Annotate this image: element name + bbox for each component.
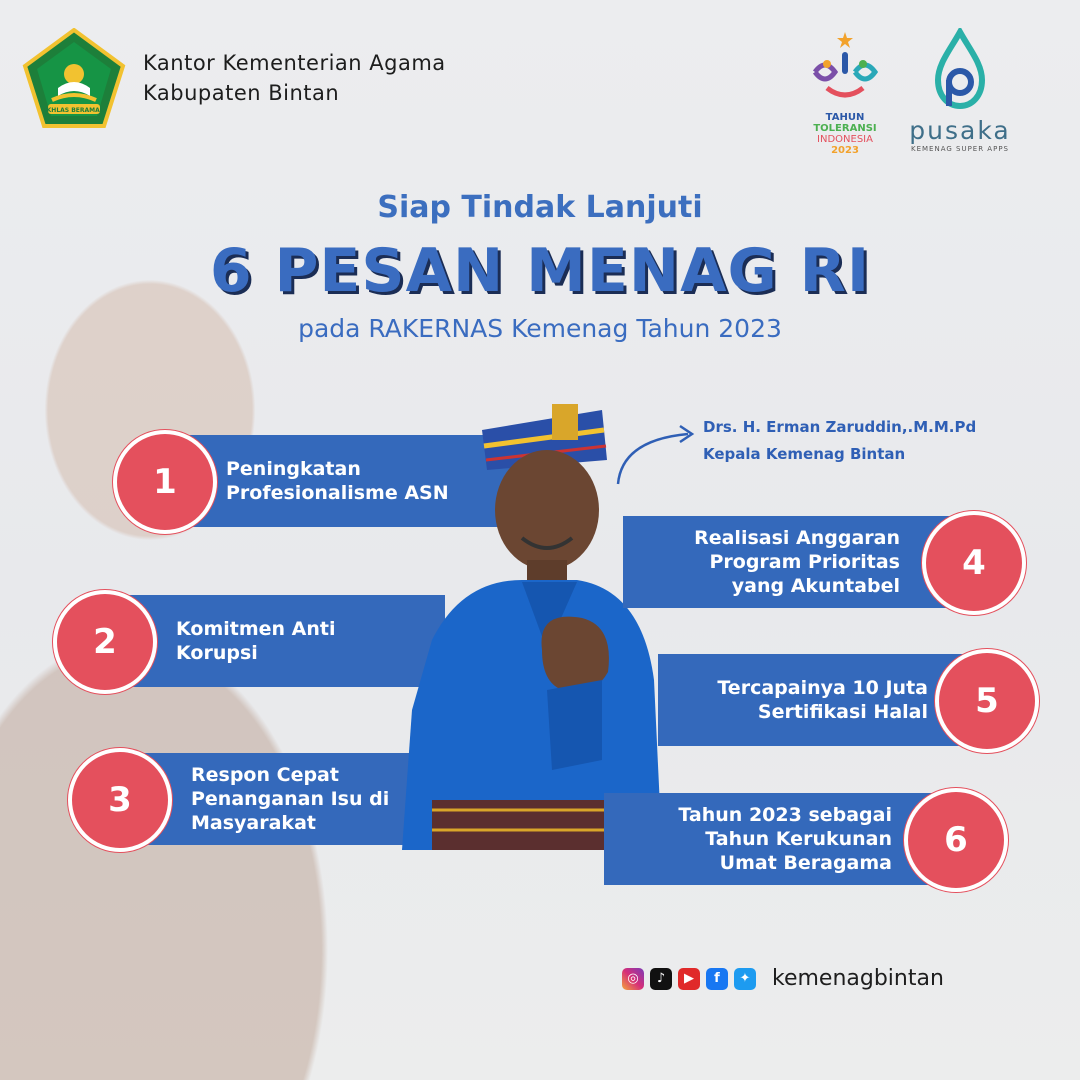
person-caption — [703, 414, 976, 468]
headline: 6 PESAN MENAG RI — [209, 236, 871, 306]
message-number-4: 4 — [922, 511, 1026, 615]
message-number-2: 2 — [53, 590, 157, 694]
tiktok-icon[interactable]: ♪ — [650, 968, 672, 990]
social-links — [622, 966, 944, 991]
message-number-6: 6 — [904, 788, 1008, 892]
message-number-3: 3 — [68, 748, 172, 852]
social-handle[interactable]: kemenagbintan — [772, 966, 944, 991]
curved-arrow-icon — [608, 420, 708, 490]
title-kicker: Siap Tindak Lanjuti — [377, 190, 703, 225]
pusaka-drop-icon — [930, 28, 990, 110]
message-bar-2: Komitmen Anti Korupsi — [100, 595, 445, 687]
message-bar-4: Realisasi Anggaran Program Prioritas yang Akuntabel — [623, 516, 968, 608]
message-bar-1: Peningkatan Profesionalisme ASN — [160, 435, 515, 527]
youtube-icon[interactable]: ▶ — [678, 968, 700, 990]
tahun-toleransi-logo: TAHUN TOLERANSI INDONESIA 2023 — [800, 28, 890, 158]
message-bar-6: Tahun 2023 sebagai Tahun Kerukunan Umat Beragama — [604, 793, 954, 885]
person-name: Drs. H. Erman Zaruddin,.M.M.Pd — [703, 418, 977, 436]
person-role: Kepala Kemenag Bintan — [703, 445, 906, 463]
organization-name: Kantor Kementerian Agama Kabupaten Bintan — [143, 51, 446, 105]
facebook-icon[interactable]: f — [706, 968, 728, 990]
tolerance-emblem-icon — [805, 28, 885, 108]
message-number-5: 5 — [935, 649, 1039, 753]
message-number-1: 1 — [113, 430, 217, 534]
subtitle: pada RAKERNAS Kemenag Tahun 2023 — [298, 314, 782, 343]
pusaka-logo: pusaka KEMENAG SUPER APPS — [905, 28, 1015, 158]
message-bar-3: Respon Cepat Penanganan Isu di Masyarakat — [115, 753, 435, 845]
twitter-icon[interactable]: ✦ — [734, 968, 756, 990]
kemenag-logo-icon — [22, 28, 126, 132]
svg-text:IKHLAS BERAMAL: IKHLAS BERAMAL — [44, 107, 104, 114]
message-bar-5: Tercapainya 10 Juta Sertifikasi Halal — [658, 654, 988, 746]
instagram-icon[interactable]: ◎ — [622, 968, 644, 990]
